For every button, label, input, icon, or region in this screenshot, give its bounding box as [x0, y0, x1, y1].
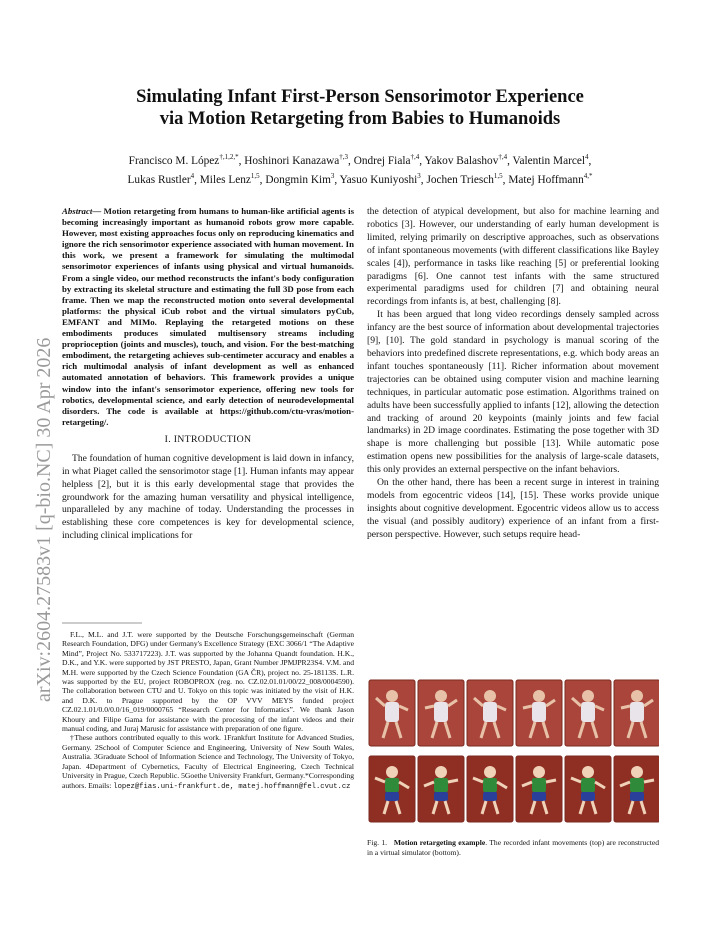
abstract-label: Abstract: [62, 206, 93, 216]
author-affiliation-marks: 4,*: [583, 172, 593, 181]
title-line-1: Simulating Infant First-Person Sensorimotor Experience: [136, 87, 584, 107]
infant-head: [533, 690, 545, 702]
sim-shirt: [581, 778, 595, 792]
author-affiliation-marks: 4: [585, 153, 589, 161]
sim-pants: [483, 792, 497, 801]
figure-1-image: [367, 678, 659, 826]
footnote-rule: [62, 622, 354, 624]
author-affiliation-marks: †,1,2,*: [219, 153, 239, 161]
sim-shirt: [532, 778, 546, 792]
infant-arm: [425, 706, 434, 708]
sim-shirt: [630, 778, 644, 792]
infant-head: [582, 690, 594, 702]
sim-shirt: [483, 778, 497, 792]
author-affiliation-marks: 4: [190, 172, 195, 181]
figure-1: [367, 678, 659, 826]
author-affiliation-marks: †,4: [410, 153, 420, 161]
author-affiliation-marks: 3: [417, 172, 421, 181]
infant-body: [434, 702, 448, 722]
sim-pants: [630, 792, 644, 801]
author-list: Francisco M. López$^{\dagger,1,2,*}$, Hoshinori Kanazawa$^{\dagger,3}$, Ondrej Fiala$^{\dagger,4}$, Yakov Balashov$^{\dagger,4}$, Valentin Marcel$^4$, Lukas Rustler$^4$, Miles Lenz$^{1,5}$, Dongmin Kim$^3$, Yasuo Kuniyoshi$^3$, Jochen Triesch$^{1,5}$, Matej Hoffmann$^{4,*}$: [127, 153, 593, 187]
left-column: [62, 206, 354, 543]
caption-label: Fig. 1.: [367, 838, 388, 847]
sim-head: [435, 766, 447, 778]
footnotes: [62, 630, 354, 792]
author-name: Valentin Marcel$^4$: [512, 153, 589, 167]
sim-arm: [546, 780, 556, 782]
title-line-2: via Motion Retargeting from Babies to Humanoids: [159, 109, 561, 129]
right-paragraph-2: It has been argued that long video recordings densely sampled across infancy are the best source of information about developmental trajectories [9], [10]. The gold standard in psychology is manual scoring of the behaviors into predefined discrete representations, e.g. which body areas an infant touches spontaneously [11]. Richer information about movement trajectories can be obtained using computer vision and machine learning techniques, in particular automatic pose estimation. Algorithms trained on adults have been successfully applied to infants [12], allowing the detection and tracking of around 20 keypoints (mainly joints and few facial landmarks) in 2D image coordinates. Estimating the pose together with 3D shape is more challenging but possible [13]. While automatic pose estimation opens new possibilities for the analysis of large-scale datasets, this only provides an external perspective on the infant behaviors.: [367, 309, 659, 476]
author-name: Jochen Triesch$^{1,5}$: [426, 172, 503, 187]
sim-head: [484, 766, 496, 778]
author-name: Matej Hoffmann$^{4,*}$: [508, 172, 593, 187]
paper-title: [80, 86, 640, 130]
author-affiliation-marks: 1,5: [250, 172, 260, 181]
figure-1-caption: [367, 838, 659, 857]
sim-shirt: [434, 778, 448, 792]
author-name: Hoshinori Kanazawa$^{\dagger,3}$: [244, 153, 349, 167]
footnote-affiliations-text: †These authors contributed equally to this work. 1Frankfurt Institute for Advanced Studies, Germany. 2School of Computer Science and Engineering, University of New South Wales, Australia. 3Graduate School of Information Science and Technology, The University of Tokyo, Japan. 4Department of Cybernetics, Faculty of Electrical Engineering, Czech Technical University in Prague, Czech Republic. 5Goethe University Frankfurt, Germany.*Corresponding authors. Emails:: [62, 733, 354, 790]
author-name: Lukas Rustler$^4$: [127, 172, 195, 187]
infant-arm: [523, 706, 532, 708]
right-paragraph-3: On the other hand, there has been a recent surge in interest in training models from egocentric videos [14], [15]. These works provide unique insights about cognitive development. Egocentric videos allow us to access the visual (and possibly auditory) experience of an infant from a first-person perspective. However, such setups require head-: [367, 477, 659, 540]
author-name: Yakov Balashov$^{\dagger,4}$: [424, 153, 508, 167]
author-name: Ondrej Fiala$^{\dagger,4}$: [353, 153, 420, 167]
sim-pants: [434, 792, 448, 801]
sim-head: [582, 766, 594, 778]
infant-arm: [621, 706, 630, 708]
footnote-emails: lopez@fias.uni-frankfurt.de, matej.hoffmann@fel.cvut.cz: [113, 782, 351, 791]
infant-body: [532, 702, 546, 722]
sim-head: [533, 766, 545, 778]
sim-shirt: [385, 778, 399, 792]
right-column: [367, 206, 659, 542]
author-affiliation-marks: 3: [330, 172, 335, 181]
infant-body: [630, 702, 644, 722]
sim-pants: [532, 792, 546, 801]
sim-pants: [385, 792, 399, 801]
caption-title: Motion retargeting example: [393, 838, 486, 847]
sim-head: [631, 766, 643, 778]
arxiv-stamp-text: arXiv:2604.27583v1 [q-bio.NC] 30 Apr 2026: [33, 337, 55, 702]
caption-text: . The recorded infant movements (top) are reconstructed in a virtual simulator (bottom).: [367, 838, 660, 857]
infant-body: [581, 702, 595, 722]
infant-head: [435, 690, 447, 702]
author-name: Dongmin Kim$^3$: [265, 172, 335, 187]
author-name: Yasuo Kuniyoshi$^3$: [339, 172, 421, 187]
sim-head: [386, 766, 398, 778]
section-heading: I. INTRODUCTION: [164, 433, 252, 445]
author-name: Miles Lenz$^{1,5}$: [199, 172, 260, 187]
abstract-text: — Motion retargeting from humans to human-like artificial agents is becoming increasingly important as humanoid robots grow more capable. However, most existing approaches focus only on reproducing kinematics and ignore the rich sensorimotor experience associated with human movement. In this work, we present a framework for simulating the multimodal sensorimotor experiences of infants using physical and virtual humanoids. From a single video, our method reconstructs the infant's body configuration by extracting its skeletal structure and estimating the full 3D pose from each frame. Then we map the reconstructed motion onto several developmental platforms: the physical iCub robot and the virtual simulators pyCub, EMFANT and MIMo. Replaying the retargeted motions on these embodiments produces simulated multisensory streams including proprioception (joints and muscles), touch, and vision. For the best-matching embodiment, the retargeting achieves sub-centimeter accuracy and enables a rich multimodal analysis of infant development as well as enhanced automated annotation of behaviors. This framework provides a unique window into the infant's sensorimotor experience, offering new tools for robotics, developmental science, and early detection of neurodevelopmental disorders. The code is available at https://github.com/ctu-vras/motion-retargeting/.: [62, 206, 354, 427]
author-name: Francisco M. López$^{\dagger,1,2,*}$: [128, 153, 239, 167]
abstract: [62, 206, 354, 428]
author-affiliation-marks: †,3: [339, 153, 349, 161]
infant-head: [484, 690, 496, 702]
author-affiliation-marks: 1,5: [493, 172, 503, 181]
sim-arm: [644, 780, 654, 782]
sim-pants: [581, 792, 595, 801]
infant-head: [386, 690, 398, 702]
infant-body: [483, 702, 497, 722]
sim-arm: [448, 780, 458, 782]
author-affiliation-marks: †,4: [498, 153, 508, 161]
right-paragraph-1: the detection of atypical development, but also for machine learning and robotics [3]. However, our understanding of early human development is limited, relying primarily on descriptive approaches, such as observations of infant spontaneous movements (with different classifications like Bayley scales [4]), performance in tasks like reaching [5] or preferential looking paradigms [6]. One cannot test infants with the same structured experimental paradigms used for children [7] and obtaining neural recordings from infants is, at best, challenging [8].: [367, 206, 659, 308]
infant-head: [631, 690, 643, 702]
infant-body: [385, 702, 399, 722]
footnote-affiliations: [62, 733, 354, 791]
footnote-funding: F.L., M.L. and J.T. were supported by the Deutsche Forschungsgemeinschaft (German Research Foundation, DFG) under Germany's Excellence Strategy (EXC 3066/1 “The Adaptive Mind”, Project No. 533717223). J.T. was supported by the Johanna Quandt foundation. H.K., D.K., and Y.K. were supported by JST PRESTO, Japan, Grant Number JPMJPR23S4. V.M. and M.H. were supported by the Czech Science Foundation (GA ČR), project no. 25-18113S. L.R. was supported by the EU, project ROBOPROX (reg. no. CZ.02.01.01/00/22_008/0004590). The collaboration between CTU and U. Tokyo on this topic was initiated by the visit of H.K. and D.K. to Prague supported by the OP VVV MEYS funded project CZ.02.1.01/0.0/0.0/16_019/0000765 “Research Center for Informatics”. We thank Jason Khoury and Filipe Gama for assistance with the processing of the infant videos and their manual coding, and Juraj Marusic for assistance with preparation of one figure.: [62, 630, 354, 734]
intro-paragraph-1: The foundation of human cognitive development is laid down in infancy, in what Piaget called the sensorimotor stage [1]. Human infants may appear helpless [2], but it is this early developmental stage that provides the groundwork for the amazing human versatility and physical intelligence, unparalleled by any machine of today. Understanding the processes in establishing these core competences is key for developmental science, including clinical implications for: [62, 452, 354, 542]
